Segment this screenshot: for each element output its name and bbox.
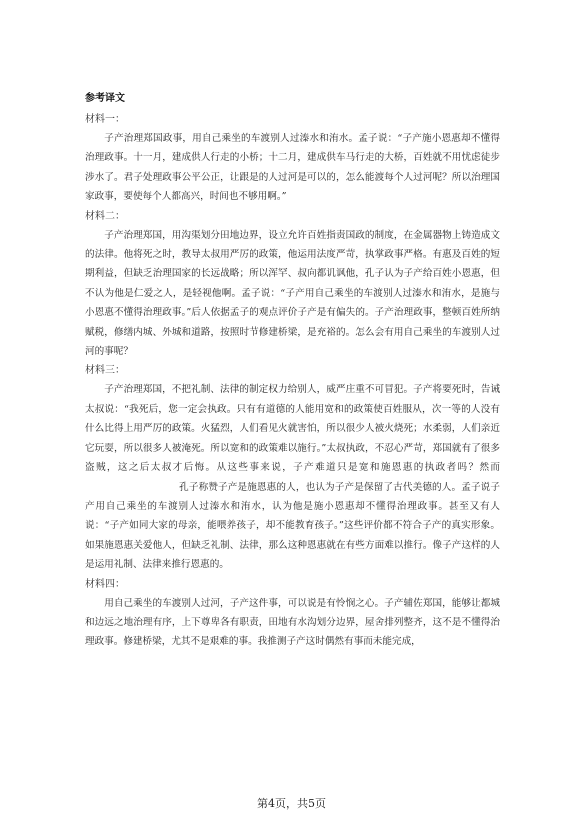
material3-text-part2: 孔子称赞子产是施恩惠的人，也认为子产是保留了古代美德的人。孟子说子产用自己乘坐的车渡别人过溱水和洧水，认为他是施小恩惠却不懂得治理政事。甚至又有人说：“子产如同大家的母亲，能喂养孩子，却不能教育孩子。”这些评价都不符合子产的真实形象。如果施恩惠关爱他人，但缺乏礼制、法律，那么这种恩惠就在有些方面难以推行。像子产这样的人是运用礼制、法律来推行恩惠的。 [85, 481, 500, 571]
material3-label: 材料三： [85, 365, 125, 377]
material4-label: 材料四： [85, 578, 125, 590]
material1-text: 子产治理郑国政事，用自己乘坐的车渡别人过溱水和洧水。孟子说：“子产施小恩惠却不懂得治理政事。十一月，建成供人行走的小桥；十二月，建成供车马行走的大桥，百姓就不用忧虑徒步涉水了。君子处理政事公平公正，让跟是的人过河是可以的，怎么能渡每个人过河呢？所以治理国家政事，要使每个人都高兴，时间也不够用啊。” [85, 133, 500, 203]
material1-label: 材料一： [85, 114, 125, 125]
material2-label: 材料二： [85, 210, 125, 222]
document-content [85, 92, 500, 652]
material2-text: 子产治理郑国，用沟渠划分田地边界，设立允许百姓指责国政的制度，在金属器物上铸造成文的法律。他将死之时，教导太叔用严厉的政策，他运用法度严苛，执掌政事严格。有惠及百姓的短期利益，但缺乏治理国家的长远战略；所以浑罕、叔向都讥讽他，孔子认为子产给百姓小恩惠，但不认为他是仁爱之人，是轻视他啊。孟子说：“子产用自己乘坐的车渡别人过溱水和洧水，是施与小恩惠不懂得治理政事。”后人依据孟子的观点评价子产是有偏失的。子产治理政事，整顿百姓所纳赋税，修缮内城、外城和道路，按照时节修建桥梁，是充裕的。怎么会有用自己乘坐的车渡别人过河的事呢？ [85, 229, 500, 358]
material3-text-part1: 子产治理郑国，不把礼制、法律的制定权力给别人，威严庄重不可冒犯。子产将要死时，告诫太叔说：“我死后，您一定会执政。只有有道德的人能用宽和的政策使百姓服从，次一等的人没有什么比得上用严厉的政策。火猛烈，人们看见火就害怕，所以很少人被火烧死；水柔弱，人们亲近它玩耍，所以很多人被淹死。所以宽和的政策难以施行。”太叔执政，不忍心严苛，郑国就有了很多盗贼，这之后太叔才后悔。从这些事来说，子产难道只是宽和施恩惠的执政者吗？然而 [85, 384, 500, 474]
page-footer: 第4页，共5页 [257, 797, 326, 810]
page-heading: 参考译文 [85, 93, 125, 104]
material4-text: 用自己乘坐的车渡别人过河，子产这件事，可以说是有怜悯之心。子产辅佐郑国，能够让都城和边远之地治理有序，上下尊卑各有职责，田地有水沟划分边界，屋舍排列整齐，这不是不懂得治理政事。修建桥梁，尤其不是艰难的事。我推测子产这时偶然有事而未能完成， [85, 597, 500, 648]
material3-text [85, 380, 500, 574]
